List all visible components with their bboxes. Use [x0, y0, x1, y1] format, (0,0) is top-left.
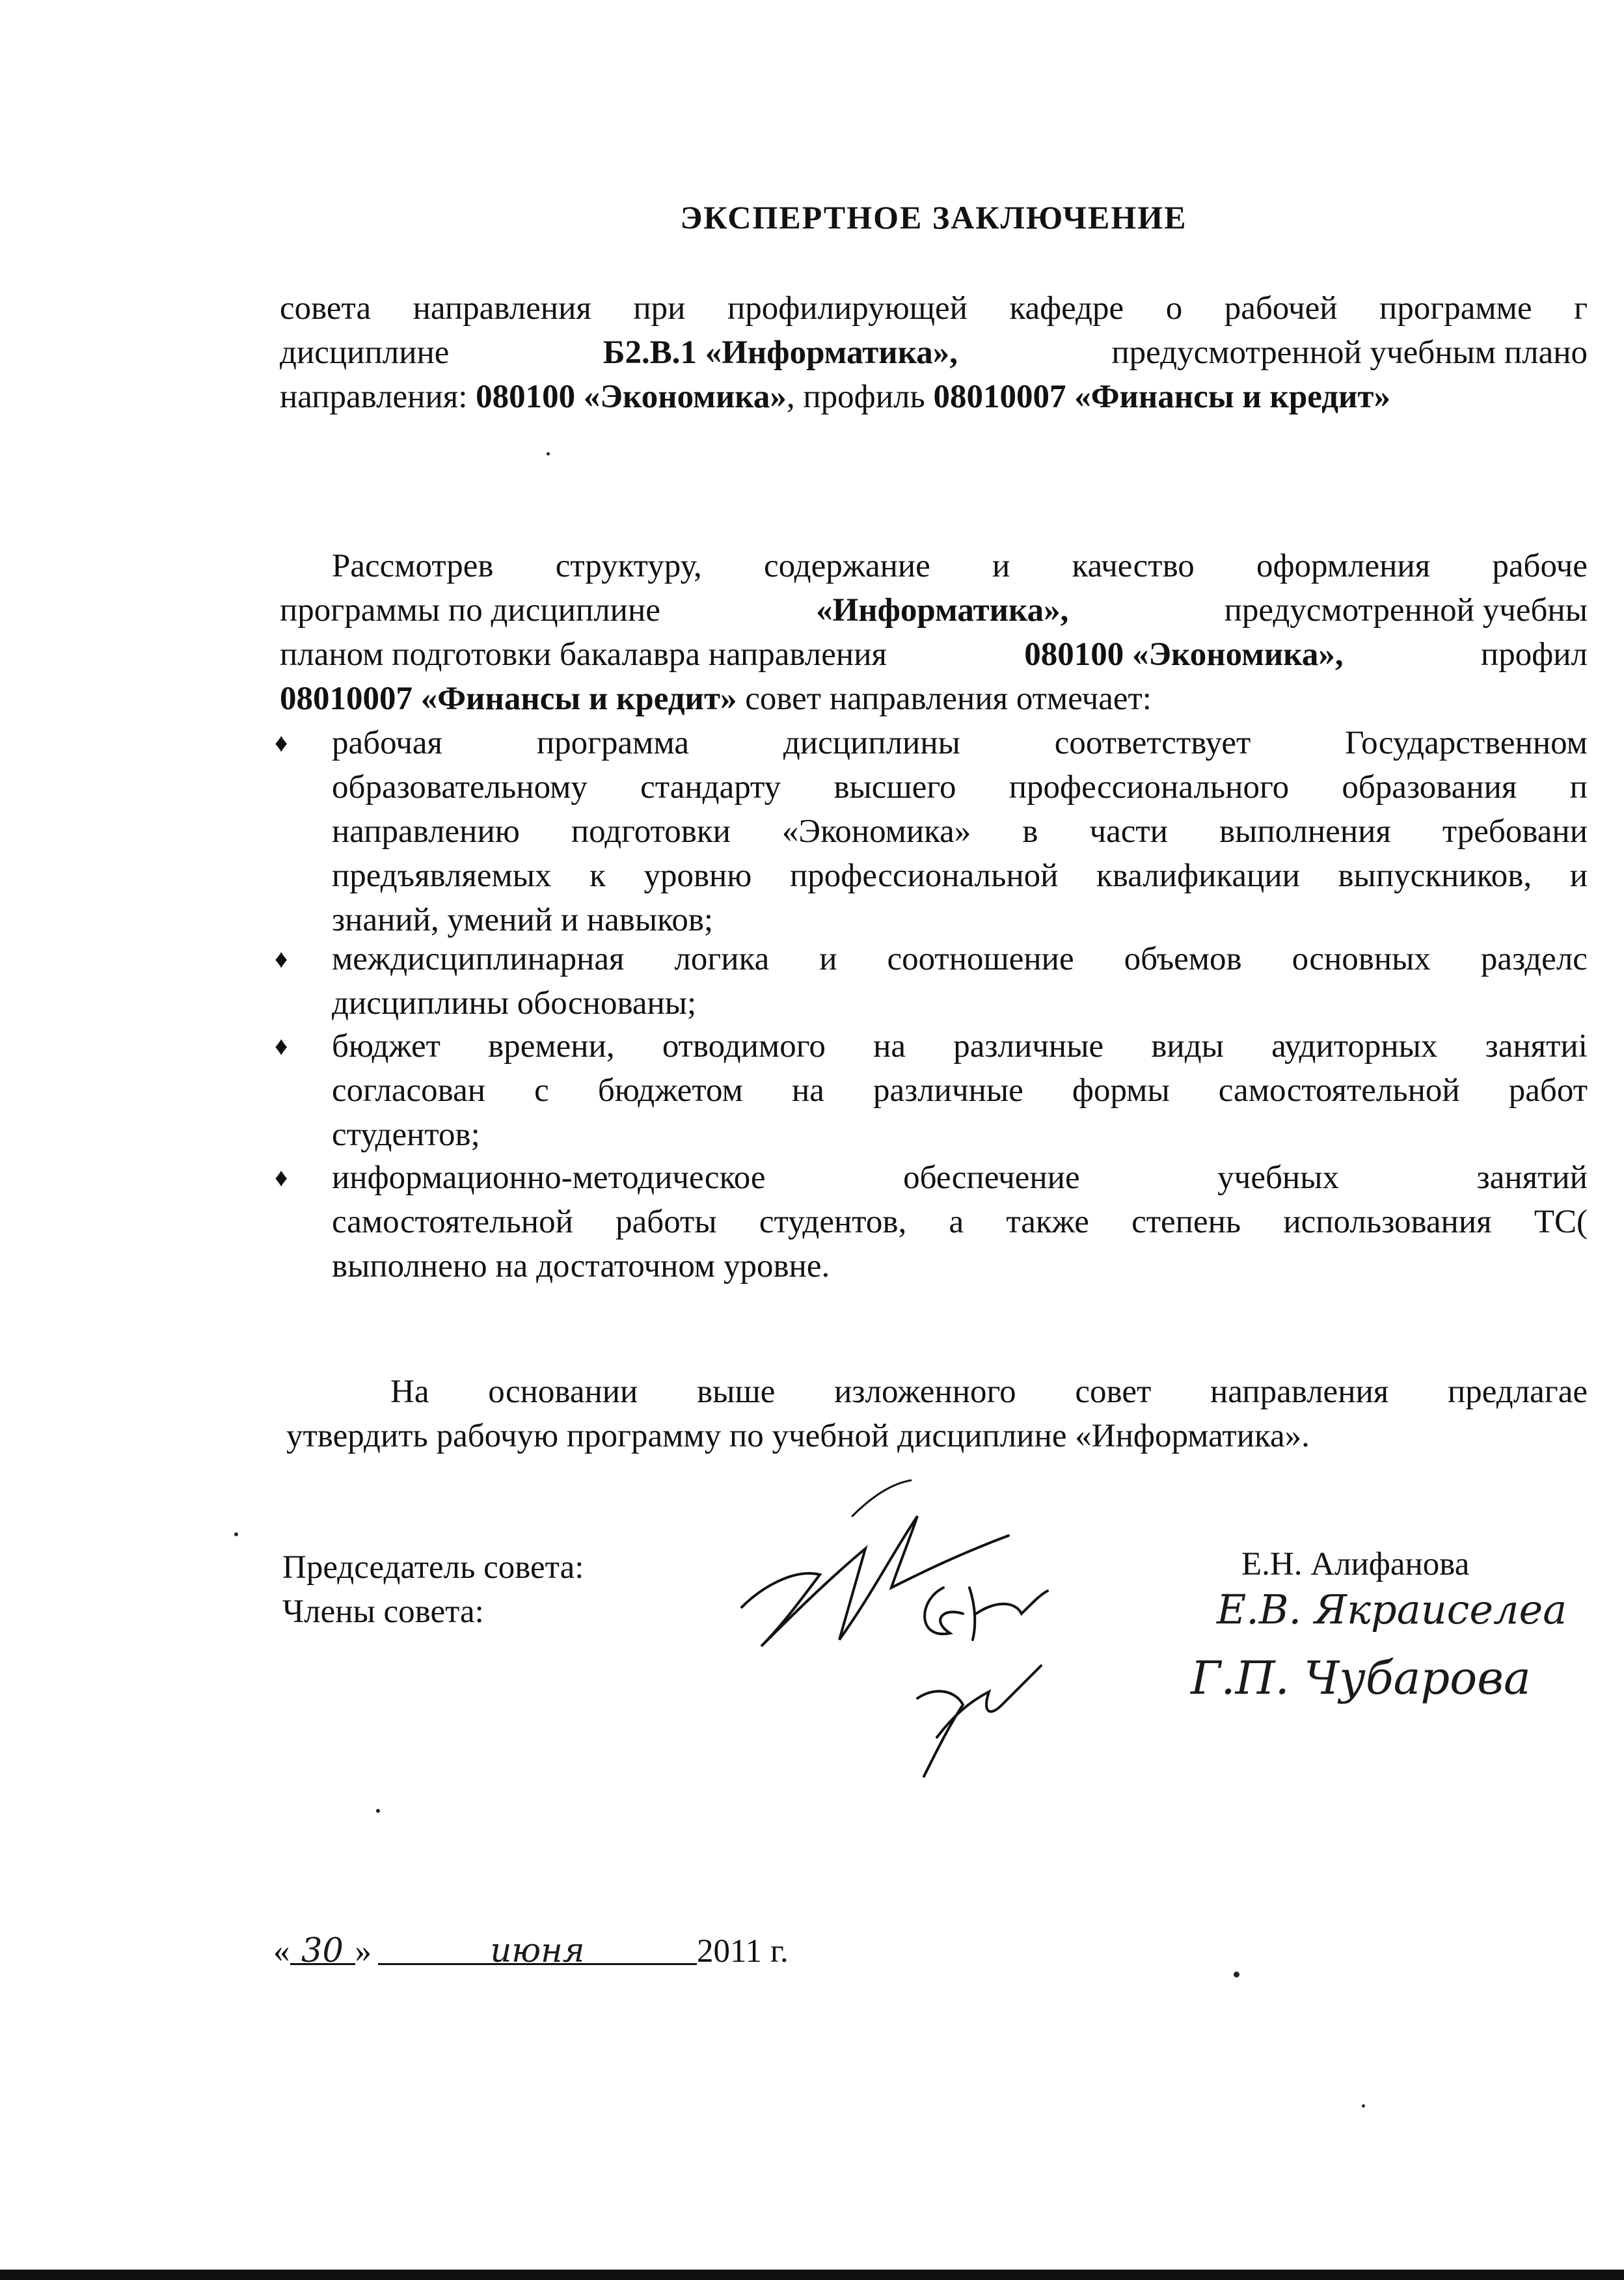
word: также — [1006, 1204, 1089, 1240]
word: и — [992, 548, 1010, 584]
intro-line-2 — [280, 331, 1588, 375]
bullet-4-line-2 — [332, 1200, 1588, 1244]
word: занятиі — [1485, 1028, 1588, 1065]
word: а — [949, 1204, 964, 1240]
word: с — [534, 1072, 549, 1109]
word: различные — [953, 1028, 1104, 1065]
word: студентов, — [759, 1204, 907, 1240]
scan-speck — [547, 452, 550, 455]
word: информационно-методическое — [332, 1160, 766, 1196]
bullet-4-text-2 — [332, 1200, 1588, 1244]
bullet-1-line-2 — [332, 765, 1588, 809]
word: изложенного — [834, 1374, 1016, 1410]
review-direction: 080100 «Экономика», — [1024, 636, 1344, 673]
word: виды — [1151, 1028, 1224, 1065]
word: выполнения — [1219, 813, 1391, 850]
bullet-1-line-5 — [332, 898, 1588, 942]
word: оформления — [1256, 548, 1431, 584]
review-text-4b: совет направления отмечает: — [745, 681, 1152, 717]
word: к — [589, 858, 606, 894]
word: уровню — [643, 858, 752, 894]
word: логика — [674, 941, 770, 977]
bullet-2-text-2: дисциплины обоснованы; — [332, 985, 697, 1022]
word: выпускников, — [1338, 858, 1532, 894]
word: Рассмотрев — [332, 548, 494, 584]
review-line-2 — [280, 588, 1588, 632]
date-month-field — [378, 1929, 697, 1970]
word: профессионального — [1008, 769, 1290, 806]
word: образовательному — [332, 769, 588, 806]
conclusion-text-2: утвердить рабочую программу по учебной дисциплине «Информатика». — [286, 1418, 1310, 1454]
bullet-3-text-2 — [332, 1068, 1588, 1113]
chair-name: Е.Н. Алифанова — [1241, 1546, 1470, 1582]
intro-text-3c: , профиль — [786, 379, 925, 415]
review-line-3 — [280, 632, 1588, 677]
word: выше — [697, 1374, 776, 1410]
word: квалификации — [1096, 858, 1300, 894]
word: профилирующей — [727, 290, 968, 327]
word: аудиторных — [1271, 1028, 1438, 1065]
bullet-3-line-2 — [332, 1068, 1588, 1113]
scan-speck — [234, 1532, 238, 1536]
bullet-3-text-1 — [332, 1024, 1588, 1068]
bullet-1-text-5: знаний, умений и навыков; — [332, 902, 714, 938]
word: ТС( — [1534, 1204, 1588, 1240]
bullet-2-line-2 — [332, 981, 1588, 1025]
date-open-quote: « — [273, 1933, 290, 1970]
word: качество — [1072, 548, 1195, 584]
date-day: 30 — [301, 1932, 344, 1970]
word: подготовки — [571, 813, 731, 850]
conclusion-paragraph — [286, 1370, 1588, 1458]
word: междисциплинарная — [332, 941, 625, 977]
bullet-1-line-4 — [332, 854, 1588, 898]
word: г — [1574, 290, 1588, 327]
word: соответствует — [1054, 725, 1251, 761]
intro-line-1 — [280, 286, 1588, 331]
review-course: «Информатика», — [816, 592, 1069, 629]
word: Государственном — [1345, 725, 1588, 761]
bullet-1-text-1 — [332, 721, 1588, 765]
word: совет — [1075, 1374, 1152, 1410]
conclusion-text-1 — [286, 1370, 1588, 1414]
word: бюджет — [332, 1028, 440, 1065]
bullet-1-text-3 — [332, 809, 1588, 854]
bullet-4-line-1 — [332, 1156, 1588, 1200]
review-text-3a: планом подготовки бакалавра направления — [280, 636, 887, 673]
word: соотношение — [887, 941, 1074, 977]
bullet-3-text-3: студентов; — [332, 1117, 480, 1153]
word: степень — [1131, 1204, 1241, 1240]
signature-labels — [282, 1545, 584, 1634]
date-year: 2011 г. — [697, 1933, 789, 1970]
word: части — [1089, 813, 1168, 850]
word: предлагае — [1448, 1374, 1588, 1410]
member-1-handwritten-name: Е.В. Якраиселеа — [1217, 1586, 1567, 1633]
diamond-bullet-icon: ♦ — [275, 728, 288, 757]
word: занятий — [1476, 1160, 1588, 1196]
diamond-bullet-icon: ♦ — [275, 944, 288, 973]
review-text-3c: профил — [1480, 636, 1588, 673]
word: использования — [1283, 1204, 1492, 1240]
bullet-2-text-1 — [332, 937, 1588, 981]
profile-code: 08010007 «Финансы и кредит» — [933, 379, 1390, 415]
word: объемов — [1124, 941, 1242, 977]
word: и — [819, 941, 837, 977]
word: предъявляемых — [332, 858, 552, 894]
bullet-1-text-4 — [332, 854, 1588, 898]
word: основных — [1292, 941, 1431, 977]
bullet-4-text-1 — [332, 1156, 1588, 1200]
word: и — [1569, 858, 1588, 894]
word: отводимого — [662, 1028, 826, 1065]
intro-text-3a: направления: — [280, 379, 468, 415]
scan-speck — [1234, 1972, 1239, 1977]
word: самостоятельной — [1218, 1072, 1460, 1109]
word: учебных — [1217, 1160, 1339, 1196]
bullet-1-line-3 — [332, 809, 1588, 854]
scan-speck — [1362, 2104, 1365, 2108]
diamond-bullet-icon: ♦ — [275, 1031, 288, 1061]
review-text-2a: программы по дисциплине — [280, 592, 660, 629]
bullet-2-line-1 — [332, 937, 1588, 981]
word: профессиональной — [789, 858, 1059, 894]
date-line — [273, 1929, 789, 1974]
word: программе — [1379, 290, 1532, 327]
bullet-4-text-3: выполнено на достаточном уровне. — [332, 1248, 830, 1284]
intro-paragraph — [280, 286, 1588, 419]
date-day-field — [290, 1929, 355, 1970]
intro-text-2a: дисциплине — [280, 334, 450, 371]
word: требовани — [1442, 813, 1588, 850]
word: программа — [536, 725, 690, 761]
word: в — [1022, 813, 1038, 850]
word: о — [1165, 290, 1183, 327]
intro-text-1 — [280, 286, 1588, 331]
word: «Экономика» — [781, 813, 971, 850]
word: согласован — [332, 1072, 486, 1109]
date-month: июня — [490, 1932, 585, 1970]
page-right-edge — [1588, 0, 1624, 2271]
bullet-4-line-3 — [332, 1244, 1588, 1288]
review-text-2c: предусмотренной учебны — [1224, 592, 1588, 629]
review-profile: 08010007 «Финансы и кредит» — [280, 681, 737, 717]
word: при — [633, 290, 686, 327]
word: направления — [1210, 1374, 1389, 1410]
word: обеспечение — [903, 1160, 1080, 1196]
word: формы — [1072, 1072, 1170, 1109]
members-label: Члены совета: — [282, 1594, 484, 1630]
review-line-1 — [280, 544, 1588, 588]
word: направления — [413, 290, 591, 327]
word: работ — [1508, 1072, 1588, 1109]
member-signature-2 — [898, 1653, 1048, 1783]
word: рабоче — [1492, 548, 1588, 584]
document-title: ЭКСПЕРТНОЕ ЗАКЛЮЧЕНИЕ — [680, 199, 1187, 236]
course-code: Б2.В.1 «Информатика», — [602, 334, 958, 371]
diamond-bullet-icon: ♦ — [275, 1163, 288, 1192]
word: самостоятельной — [332, 1204, 573, 1240]
bullet-1-line-1 — [332, 721, 1588, 765]
bullet-1-text-2 — [332, 765, 1588, 809]
chair-label: Председатель совета: — [282, 1549, 584, 1586]
word: разделс — [1480, 941, 1588, 977]
word: На — [390, 1374, 429, 1410]
word: высшего — [833, 769, 956, 806]
word: содержание — [763, 548, 930, 584]
word: структуру, — [555, 548, 702, 584]
word: п — [1569, 769, 1588, 806]
word: рабочей — [1224, 290, 1338, 327]
word: рабочая — [332, 725, 443, 761]
member-2-handwritten-name: Г.П. Чубарова — [1191, 1651, 1531, 1705]
conclusion-line-2 — [286, 1414, 1588, 1458]
word: основании — [488, 1374, 638, 1410]
review-text-1 — [280, 544, 1588, 588]
scan-bottom-border — [0, 2270, 1624, 2280]
word: совета — [280, 290, 372, 327]
word: времени, — [488, 1028, 615, 1065]
word: на — [791, 1072, 824, 1109]
word: различные — [873, 1072, 1023, 1109]
word: кафедре — [1009, 290, 1124, 327]
bullet-3-line-3 — [332, 1113, 1588, 1157]
intro-line-3 — [280, 375, 1588, 419]
intro-text-2c: предусмотренной учебным плано — [1111, 334, 1588, 371]
word: направлению — [332, 813, 520, 850]
word: на — [873, 1028, 906, 1065]
review-line-4 — [280, 677, 1588, 721]
word: стандарту — [640, 769, 781, 806]
member-signature-1 — [904, 1562, 1054, 1659]
word: бюджетом — [597, 1072, 743, 1109]
word: работы — [616, 1204, 717, 1240]
conclusion-line-1 — [286, 1370, 1588, 1414]
word: дисциплины — [783, 725, 960, 761]
review-paragraph — [280, 544, 1588, 721]
scan-speck — [376, 1809, 380, 1813]
word: образования — [1342, 769, 1517, 806]
date-close-quote: » — [355, 1933, 372, 1970]
direction-code: 080100 «Экономика» — [476, 379, 787, 415]
bullet-3-line-1 — [332, 1024, 1588, 1068]
